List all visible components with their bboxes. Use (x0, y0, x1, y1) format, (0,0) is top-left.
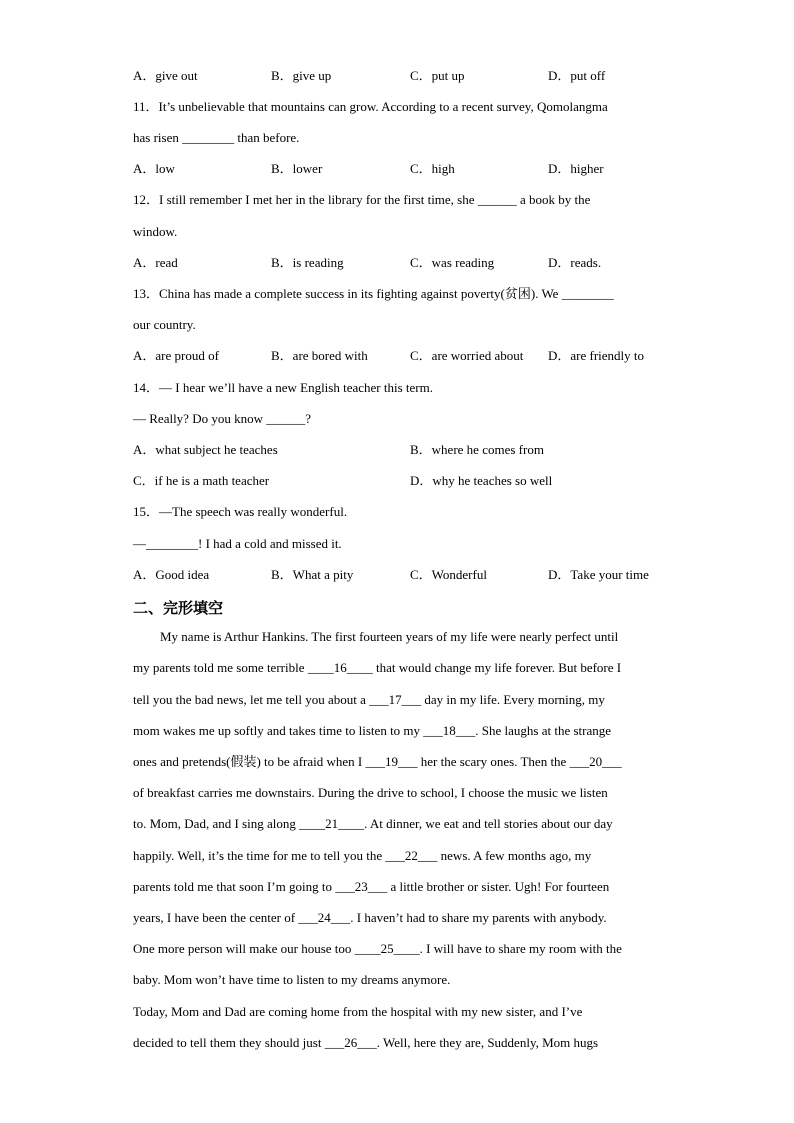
passage-line: Today, Mom and Dad are coming home from the hospital with my new sister, and I’ve (133, 1004, 583, 1019)
q12-stem-line2: window. (133, 224, 178, 239)
q12-option-c: C．was reading (410, 255, 495, 270)
q11-option-a: A．low (133, 161, 175, 176)
q11-stem-line1: 11．It’s unbelievable that mountains can grow. According to a recent survey, Qomolangma (133, 99, 608, 114)
q10-option-a: A．give out (133, 68, 198, 83)
q11-option-d: D．higher (548, 161, 604, 176)
q12-option-d: D．reads. (548, 255, 602, 270)
section-title-cloze: 二、完形填空 (133, 599, 224, 617)
q12-option-b: B．is reading (271, 255, 344, 270)
passage-line: baby. Mom won’t have time to listen to my dreams anymore. (133, 972, 451, 987)
passage-line: happily. Well, it’s the time for me to tell you the ___22___ news. A few months ago, my (133, 848, 592, 863)
q15-option-c: C．Wonderful (410, 567, 487, 582)
q12-option-a: A．read (133, 255, 178, 270)
passage-line: my parents told me some terrible ____16____ that would change my life forever. But before I (133, 660, 622, 675)
q14-option-c: C．if he is a math teacher (133, 473, 270, 488)
passage-line: years, I have been the center of ___24___. I haven’t had to share my parents with anybody. (133, 910, 607, 925)
q14-stem-line2: — Really? Do you know ______? (133, 411, 312, 426)
q15-option-a: A．Good idea (133, 567, 210, 582)
q12-stem-line1: 12．I still remember I met her in the library for the first time, she ______ a book by the (133, 192, 591, 207)
q15-option-b: B．What a pity (271, 567, 354, 582)
q13-option-a: A．are proud of (133, 348, 219, 363)
passage-line: ones and pretends(假装) to be afraid when I ___19___ her the scary ones. Then the ___20___ (133, 754, 622, 769)
passage-line: to. Mom, Dad, and I sing along ____21____. At dinner, we eat and tell stories about our day (133, 816, 613, 831)
passage-line: One more person will make our house too ____25____. I will have to share my room with the (133, 941, 622, 956)
q11-option-c: C．high (410, 161, 455, 176)
q15-option-d: D．Take your time (548, 567, 649, 582)
passage-line: tell you the bad news, let me tell you about a ___17___ day in my life. Every morning, my (133, 692, 605, 707)
q11-option-b: B．lower (271, 161, 323, 176)
q10-option-c: C．put up (410, 68, 465, 83)
q15-stem-line2: —________! I had a cold and missed it. (133, 536, 342, 551)
q13-stem-line2: our country. (133, 317, 196, 332)
q10-option-b: B．give up (271, 68, 332, 83)
q15-stem-line1: 15．—The speech was really wonderful. (133, 504, 348, 519)
passage-line: My name is Arthur Hankins. The first fourteen years of my life were nearly perfect until (160, 629, 619, 644)
q14-option-a: A．what subject he teaches (133, 442, 278, 457)
q14-option-b: B．where he comes from (410, 442, 544, 457)
q13-option-c: C．are worried about (410, 348, 524, 363)
q11-stem-line2: has risen ________ than before. (133, 130, 300, 145)
q13-option-d: D．are friendly to (548, 348, 645, 363)
passage-line: of breakfast carries me downstairs. During the drive to school, I choose the music we listen (133, 785, 608, 800)
q14-option-d: D．why he teaches so well (410, 473, 553, 488)
q13-stem-line1: 13．China has made a complete success in its fighting against poverty(贫困). We ________ (133, 286, 614, 301)
passage-line: mom wakes me up softly and takes time to listen to my ___18___. She laughs at the strange (133, 723, 612, 738)
q10-option-d: D．put off (548, 68, 606, 83)
q13-option-b: B．are bored with (271, 348, 368, 363)
q14-stem-line1: 14．— I hear we’ll have a new English teacher this term. (133, 380, 433, 395)
passage-line: parents told me that soon I’m going to ___23___ a little brother or sister. Ugh! For fourteen (133, 879, 610, 894)
passage-line: decided to tell them they should just ___26___. Well, here they are, Suddenly, Mom hugs (133, 1035, 599, 1050)
